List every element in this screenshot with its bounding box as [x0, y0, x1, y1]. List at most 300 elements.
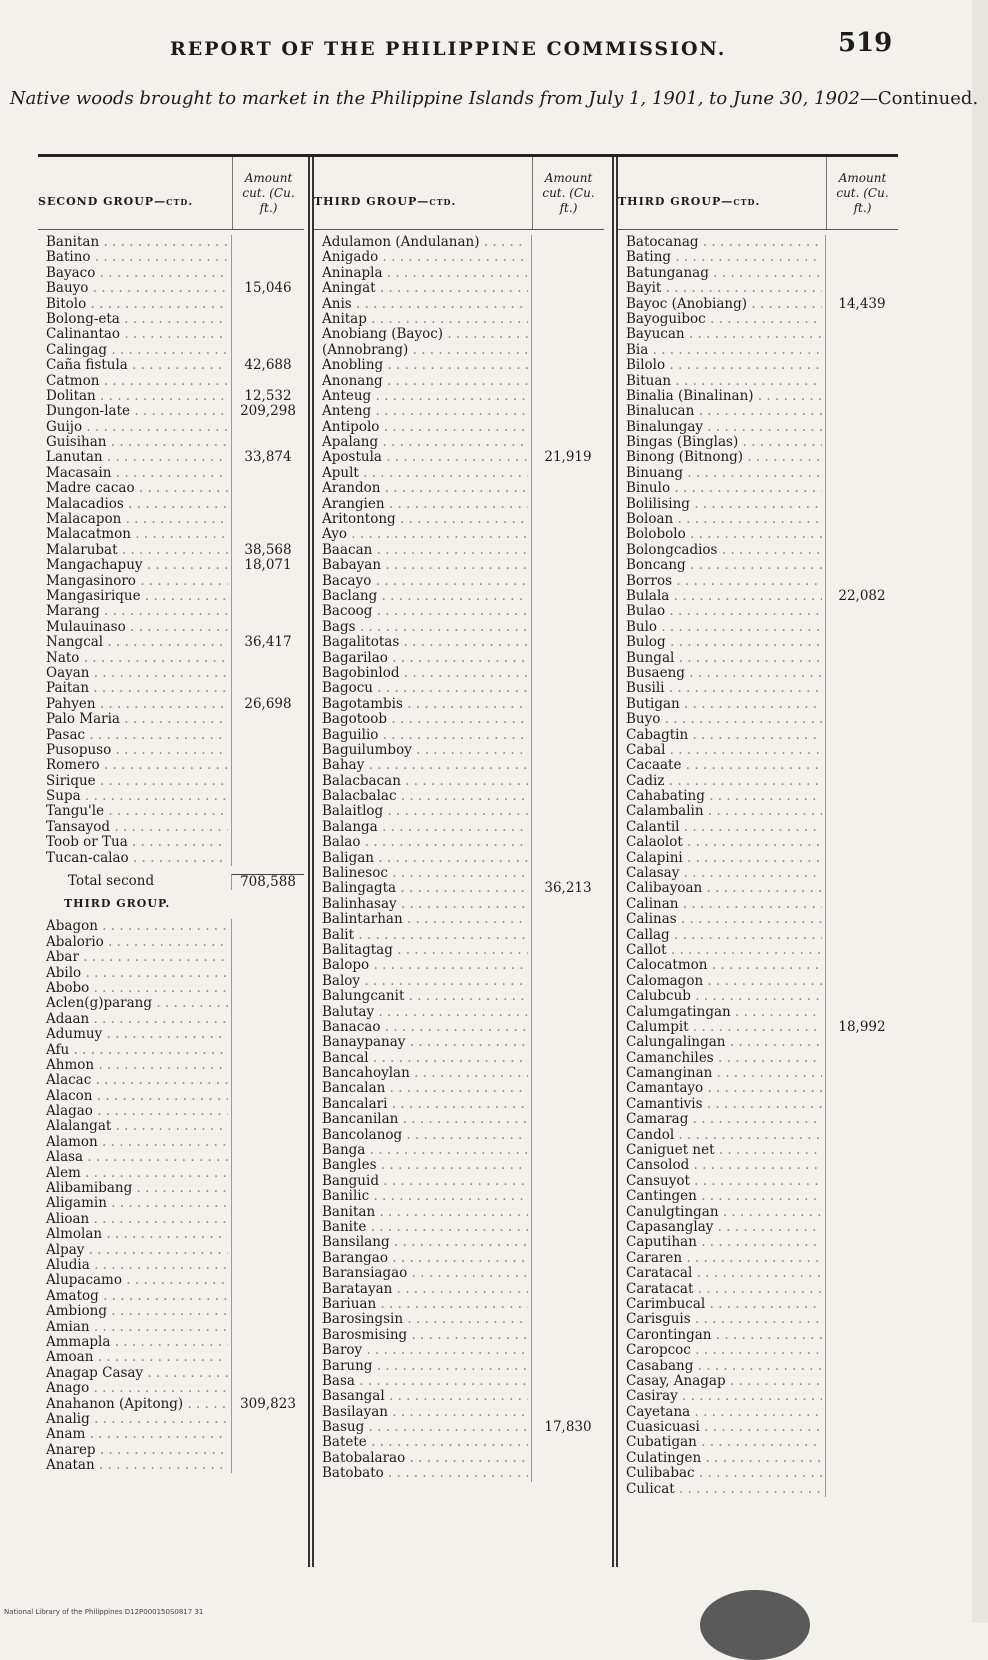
amount-cell: 17,830	[531, 1420, 604, 1435]
wood-name: Balutay . . .	[322, 1005, 528, 1020]
table-row	[618, 1066, 898, 1081]
wood-name: Aritontong . . .	[322, 512, 528, 527]
wood-name: Alagao . . .	[46, 1104, 228, 1119]
wood-name: Alupacamo . . .	[46, 1273, 228, 1288]
wood-name: Casabang . . .	[626, 1359, 822, 1374]
amount-cell	[231, 1289, 304, 1304]
amount-cell	[531, 928, 604, 943]
wood-name: Baguilio . . .	[322, 728, 528, 743]
wood-name: Baacan . . .	[322, 543, 528, 558]
wood-name: Dungon-late . . .	[46, 404, 228, 419]
wood-name: Bolongcadios . . .	[626, 543, 822, 558]
wood-name: Callot . . .	[626, 943, 822, 958]
amount-cell	[231, 1366, 304, 1381]
amount-cell	[825, 266, 898, 281]
wood-name: Basangal . . .	[322, 1389, 528, 1404]
amount-cell: 36,213	[531, 881, 604, 896]
table-row	[38, 820, 304, 835]
table-row	[618, 651, 898, 666]
table-row	[618, 789, 898, 804]
wood-name: Anobiang (Bayoc) . . .	[322, 327, 528, 342]
amount-cell	[231, 835, 304, 850]
amount-cell	[825, 558, 898, 573]
wood-name: Bagarilao . . .	[322, 651, 528, 666]
amount-cell	[825, 1359, 898, 1374]
table-row	[38, 1458, 304, 1473]
table-row	[314, 728, 604, 743]
wood-name: Guisihan . . .	[46, 435, 228, 450]
table-row	[314, 620, 604, 635]
wood-name: Catmon . . .	[46, 374, 228, 389]
amount-cell: 14,439	[825, 297, 898, 312]
wood-name: Camarag . . .	[626, 1112, 822, 1127]
amount-cell	[231, 681, 304, 696]
amount-cell	[231, 1273, 304, 1288]
wood-name: Candol . . .	[626, 1128, 822, 1143]
amount-cell	[531, 497, 604, 512]
amount-cell	[231, 919, 304, 934]
amount-cell: 36,417	[231, 635, 304, 650]
amount-cell	[531, 1343, 604, 1358]
group-name: SECOND GROUP—ctd.	[38, 195, 194, 208]
wood-name: Mangasirique . . .	[46, 589, 228, 604]
table-row	[38, 728, 304, 743]
amount-cell	[825, 1251, 898, 1266]
wood-name: Bayit . . .	[626, 281, 822, 296]
amount-cell	[231, 1412, 304, 1427]
table-row	[38, 1397, 304, 1412]
group-name: THIRD GROUP—ctd.	[618, 195, 761, 208]
table-row	[314, 958, 604, 973]
table-row	[38, 297, 304, 312]
table-row	[618, 1297, 898, 1312]
amount-cell	[531, 435, 604, 450]
wood-name: Barung . . .	[322, 1359, 528, 1374]
table-row	[314, 1051, 604, 1066]
amount-cell: 12,532	[231, 389, 304, 404]
wood-name: Romero . . .	[46, 758, 228, 773]
amount-cell	[531, 1066, 604, 1081]
amount-cell	[825, 1112, 898, 1127]
amount-cell	[825, 681, 898, 696]
table-row	[314, 250, 604, 265]
amount-cell	[531, 297, 604, 312]
amount-cell: 33,874	[231, 450, 304, 465]
table-row	[618, 574, 898, 589]
wood-name: Apalang . . .	[322, 435, 528, 450]
table-row	[618, 712, 898, 727]
table-row	[618, 1420, 898, 1435]
amount-cell	[531, 1451, 604, 1466]
amount-cell	[531, 912, 604, 927]
amount-cell	[231, 1381, 304, 1396]
wood-name: Bilolo . . .	[626, 358, 822, 373]
amount-cell	[825, 450, 898, 465]
amount-cell	[231, 1458, 304, 1473]
table-row	[38, 1304, 304, 1319]
wood-name: Bolilising . . .	[626, 497, 822, 512]
table-row	[314, 943, 604, 958]
wood-name: Cahabating . . .	[626, 789, 822, 804]
wood-name: Cantingen . . .	[626, 1189, 822, 1204]
amount-cell	[231, 466, 304, 481]
table-row	[314, 851, 604, 866]
table-row	[314, 1220, 604, 1235]
wood-name: Baguilumboy . . .	[322, 743, 528, 758]
table-row	[618, 589, 898, 604]
table-row	[618, 281, 898, 296]
table-row	[38, 1104, 304, 1119]
amount-cell	[231, 343, 304, 358]
amount-cell	[825, 374, 898, 389]
wood-name: Binuang . . .	[626, 466, 822, 481]
table-row	[618, 1482, 898, 1497]
amount-cell	[231, 1150, 304, 1165]
amount-cell	[531, 1081, 604, 1096]
table-row	[618, 958, 898, 973]
wood-name: Binalungay . . .	[626, 420, 822, 435]
amount-cell: 209,298	[231, 404, 304, 419]
amount-cell	[231, 1027, 304, 1042]
table-row	[38, 1366, 304, 1381]
table-row	[314, 235, 604, 250]
wood-name: Dolitan . . .	[46, 389, 228, 404]
wood-name: Banguid . . .	[322, 1174, 528, 1189]
table-row	[314, 558, 604, 573]
table-row	[618, 1343, 898, 1358]
table-row	[38, 1181, 304, 1196]
table-caption	[0, 88, 988, 110]
wood-name: Toob or Tua . . .	[46, 835, 228, 850]
amount-cell	[825, 435, 898, 450]
amount-cell	[531, 1328, 604, 1343]
table-row	[314, 420, 604, 435]
wood-name: Cayetana . . .	[626, 1405, 822, 1420]
third-group-heading: THIRD GROUP.	[64, 897, 171, 911]
wood-name: Cansolod . . .	[626, 1158, 822, 1173]
amount-cell	[531, 958, 604, 973]
wood-name: Binalia (Binalinan) . . .	[626, 389, 822, 404]
amount-cell	[825, 635, 898, 650]
table-row	[618, 543, 898, 558]
table-row	[38, 389, 304, 404]
amount-cell	[531, 1112, 604, 1127]
amount-cell	[231, 1320, 304, 1335]
table-row	[314, 1451, 604, 1466]
table-row	[38, 481, 304, 496]
wood-name: Nato . . .	[46, 651, 228, 666]
amount-cell	[231, 1073, 304, 1088]
wood-name: Bayoguiboc . . .	[626, 312, 822, 327]
table-row	[314, 358, 604, 373]
table-row	[314, 866, 604, 881]
table-row	[38, 620, 304, 635]
table-row	[618, 327, 898, 342]
wood-name: Bancolanog . . .	[322, 1128, 528, 1143]
wood-name: Bulo . . .	[626, 620, 822, 635]
column-1-rows	[38, 235, 304, 1473]
amount-cell	[825, 835, 898, 850]
wood-name: Bahay . . .	[322, 758, 528, 773]
amount-cell	[825, 604, 898, 619]
wood-name: Analig . . .	[46, 1412, 228, 1427]
table-row	[38, 374, 304, 389]
amount-cell	[231, 512, 304, 527]
wood-name: Aludia . . .	[46, 1258, 228, 1273]
amount-cell	[231, 1243, 304, 1258]
wood-name: Batete . . .	[322, 1435, 528, 1450]
amount-cell	[231, 604, 304, 619]
table-row	[618, 635, 898, 650]
amount-cell	[825, 943, 898, 958]
wood-name: Anteug . . .	[322, 389, 528, 404]
wood-name: Basilayan . . .	[322, 1405, 528, 1420]
table-row	[314, 266, 604, 281]
wood-name: Apult . . .	[322, 466, 528, 481]
table-row	[618, 1051, 898, 1066]
amount-cell	[531, 558, 604, 573]
wood-name: Bacayo . . .	[322, 574, 528, 589]
amount-cell	[231, 1212, 304, 1227]
amount-cell	[531, 974, 604, 989]
amount-cell	[231, 1258, 304, 1273]
wood-name: Alpay . . .	[46, 1243, 228, 1258]
table-row	[314, 804, 604, 819]
wood-name: Bacoog . . .	[322, 604, 528, 619]
amount-cell	[531, 1282, 604, 1297]
amount-cell	[531, 466, 604, 481]
table-row	[618, 420, 898, 435]
table-row	[38, 1196, 304, 1211]
table-row	[618, 1374, 898, 1389]
table-row	[314, 758, 604, 773]
table-row	[38, 543, 304, 558]
table-row	[314, 527, 604, 542]
table-row	[314, 1435, 604, 1450]
wood-name: Bating . . .	[626, 250, 822, 265]
amount-cell	[825, 820, 898, 835]
wood-name: Bolobolo . . .	[626, 527, 822, 542]
amount-cell	[531, 866, 604, 881]
wood-name: Bariuan . . .	[322, 1297, 528, 1312]
wood-name: Cubatigan . . .	[626, 1435, 822, 1450]
wood-name: Busaeng . . .	[626, 666, 822, 681]
table-row	[618, 866, 898, 881]
table-row	[38, 950, 304, 965]
amount-cell	[825, 343, 898, 358]
amount-cell	[531, 620, 604, 635]
wood-name: Batunganag . . .	[626, 266, 822, 281]
table-row	[38, 651, 304, 666]
amount-cell	[531, 712, 604, 727]
wood-name: Bancanilan . . .	[322, 1112, 528, 1127]
table-row	[314, 651, 604, 666]
table-row	[38, 1058, 304, 1073]
amount-cell	[231, 728, 304, 743]
amount-cell	[531, 989, 604, 1004]
wood-name: Anis . . .	[322, 297, 528, 312]
table-row	[618, 728, 898, 743]
wood-name: Bitolo . . .	[46, 297, 228, 312]
wood-name: Babayan . . .	[322, 558, 528, 573]
wood-name: Abilo . . .	[46, 966, 228, 981]
wood-name: Mangachapuy . . .	[46, 558, 228, 573]
table-row	[618, 1128, 898, 1143]
wood-name: Banitan . . .	[322, 1205, 528, 1220]
table-row	[38, 312, 304, 327]
amount-cell	[231, 950, 304, 965]
table-row	[314, 450, 604, 465]
wood-name: Batobalarao . . .	[322, 1451, 528, 1466]
amount-cell	[231, 312, 304, 327]
wood-name: Bancalan . . .	[322, 1081, 528, 1096]
table-row	[38, 919, 304, 934]
amount-cell	[825, 728, 898, 743]
wood-name: Bagotoob . . .	[322, 712, 528, 727]
table-row	[38, 758, 304, 773]
table-row	[618, 358, 898, 373]
wood-name: Oayan . . .	[46, 666, 228, 681]
amount-cell: 18,992	[825, 1020, 898, 1035]
table-column-2	[314, 157, 604, 1567]
wood-name: Bagotambis . . .	[322, 697, 528, 712]
wood-name: Borros . . .	[626, 574, 822, 589]
table-row	[314, 1035, 604, 1050]
wood-name: Baroy . . .	[322, 1343, 528, 1358]
amount-cell	[231, 574, 304, 589]
table-row	[618, 1005, 898, 1020]
column-header	[618, 157, 898, 230]
table-row	[38, 1135, 304, 1150]
amount-cell	[231, 1335, 304, 1350]
table-row	[314, 1466, 604, 1481]
amount-cell	[825, 743, 898, 758]
wood-name: Alacac . . .	[46, 1073, 228, 1088]
amount-cell	[531, 1174, 604, 1189]
table-row	[38, 996, 304, 1011]
amount-cell	[825, 697, 898, 712]
wood-name: Anitap . . .	[322, 312, 528, 327]
table-row	[38, 1043, 304, 1058]
page-header	[0, 22, 988, 82]
amount-cell	[825, 912, 898, 927]
amount-cell	[825, 389, 898, 404]
wood-name: Calibayoan . . .	[626, 881, 822, 896]
amount-cell	[825, 1035, 898, 1050]
amount-cell	[825, 1158, 898, 1173]
wood-name: Abar . . .	[46, 950, 228, 965]
table-row	[314, 574, 604, 589]
wood-name: Cabagtin . . .	[626, 728, 822, 743]
wood-name: Amian . . .	[46, 1320, 228, 1335]
wood-name: Binong (Bitnong) . . .	[626, 450, 822, 465]
wood-name: Cuasicuasi . . .	[626, 1420, 822, 1435]
table-row	[314, 1205, 604, 1220]
wood-name: Amoan . . .	[46, 1350, 228, 1365]
wood-name: Adumuy . . .	[46, 1027, 228, 1042]
amount-cell	[825, 1389, 898, 1404]
wood-name: Calantil . . .	[626, 820, 822, 835]
table-row	[38, 1335, 304, 1350]
wood-name: Bia . . .	[626, 343, 822, 358]
table-row	[618, 604, 898, 619]
wood-name: Bolong-eta . . .	[46, 312, 228, 327]
amount-cell	[531, 697, 604, 712]
wood-name: Banite . . .	[322, 1220, 528, 1235]
amount-cell	[531, 1251, 604, 1266]
amount-cell	[825, 1420, 898, 1435]
table-row	[314, 1112, 604, 1127]
caption-continued: —Continued.	[859, 88, 979, 109]
wood-name: Anagap Casay . . .	[46, 1366, 228, 1381]
amount-cell	[825, 1174, 898, 1189]
wood-name: Calambalin . . .	[626, 804, 822, 819]
wood-name: Bags . . .	[322, 620, 528, 635]
table-row	[314, 1174, 604, 1189]
amount-cell	[531, 1359, 604, 1374]
table-row	[314, 1374, 604, 1389]
wood-name: Barangao . . .	[322, 1251, 528, 1266]
wood-name: Ambiong . . .	[46, 1304, 228, 1319]
amount-cell	[231, 1166, 304, 1181]
table-row	[618, 1112, 898, 1127]
wood-name: Bauyo . . .	[46, 281, 228, 296]
amount-cell	[825, 1051, 898, 1066]
amount-cell	[825, 420, 898, 435]
wood-name: Baloy . . .	[322, 974, 528, 989]
table-row	[38, 512, 304, 527]
table-row	[618, 1466, 898, 1481]
table-row	[314, 1328, 604, 1343]
amount-cell	[825, 543, 898, 558]
wood-name: Bagobinlod . . .	[322, 666, 528, 681]
table-row	[38, 635, 304, 650]
column-header	[314, 157, 604, 230]
amount-cell: 38,568	[231, 543, 304, 558]
table-row	[618, 897, 898, 912]
table-row	[618, 266, 898, 281]
wood-name: Cadiz . . .	[626, 774, 822, 789]
amount-cell	[531, 420, 604, 435]
amount-cell	[825, 989, 898, 1004]
wood-name: Arangien . . .	[322, 497, 528, 512]
wood-name: Supa . . .	[46, 789, 228, 804]
table-row	[618, 697, 898, 712]
table-row	[618, 512, 898, 527]
amount-header: Amount cut. (Cu. ft.)	[532, 157, 604, 229]
amount-cell	[231, 374, 304, 389]
table-row	[314, 1266, 604, 1281]
amount-cell	[825, 1097, 898, 1112]
wood-name: Binalucan . . .	[626, 404, 822, 419]
table-row	[618, 681, 898, 696]
wood-name: Adaan . . .	[46, 1012, 228, 1027]
wood-name: Balanga . . .	[322, 820, 528, 835]
wood-name: Carisguis . . .	[626, 1312, 822, 1327]
table-row	[314, 374, 604, 389]
amount-cell	[231, 966, 304, 981]
table-row	[38, 1119, 304, 1134]
table-row	[38, 1150, 304, 1165]
wood-name: Cansuyot . . .	[626, 1174, 822, 1189]
woods-table	[38, 154, 898, 1567]
amount-cell	[825, 466, 898, 481]
table-row	[314, 1312, 604, 1327]
amount-cell	[531, 1374, 604, 1389]
amount-cell	[531, 681, 604, 696]
table-row	[618, 774, 898, 789]
amount-cell	[825, 404, 898, 419]
